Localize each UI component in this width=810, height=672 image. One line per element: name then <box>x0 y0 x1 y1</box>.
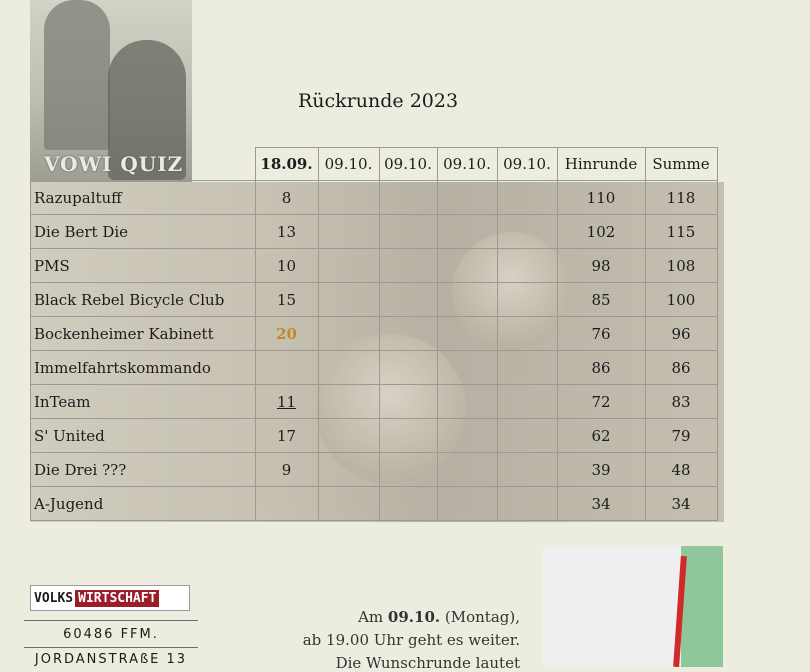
divider <box>24 620 198 621</box>
table-row <box>31 215 718 249</box>
header-blank <box>31 148 256 181</box>
hinrunde-score: 34 <box>557 487 645 521</box>
hinrunde-score: 98 <box>557 249 645 283</box>
summe-score: 34 <box>645 487 717 521</box>
round-score: 17 <box>255 419 318 453</box>
team-name: A-Jugend <box>31 487 256 521</box>
empty-cell <box>497 283 557 317</box>
table-row <box>31 351 718 385</box>
empty-cell <box>318 453 379 487</box>
info-suffix: (Montag), <box>440 608 520 626</box>
col-header: Hinrunde <box>557 148 645 181</box>
table-row <box>31 181 718 215</box>
summe-score: 108 <box>645 249 717 283</box>
table-row <box>31 453 718 487</box>
empty-cell <box>497 317 557 351</box>
round-score: 15 <box>255 283 318 317</box>
round-score: 9 <box>255 453 318 487</box>
empty-cell <box>497 487 557 521</box>
empty-cell <box>379 215 437 249</box>
photo-caption: VOWI QUIZ <box>44 152 184 176</box>
empty-cell <box>318 283 379 317</box>
empty-cell <box>437 385 497 419</box>
team-name: Black Rebel Bicycle Club <box>31 283 256 317</box>
hinrunde-score: 72 <box>557 385 645 419</box>
summe-score: 100 <box>645 283 717 317</box>
empty-cell <box>497 419 557 453</box>
summe-score: 96 <box>645 317 717 351</box>
table-row <box>31 283 718 317</box>
divider <box>24 647 198 648</box>
team-name: Bockenheimer Kabinett <box>31 317 256 351</box>
col-header: 18.09. <box>255 148 318 181</box>
summe-score: 86 <box>645 351 717 385</box>
hinrunde-score: 39 <box>557 453 645 487</box>
empty-cell <box>437 453 497 487</box>
table-row <box>31 249 718 283</box>
table-row <box>31 317 718 351</box>
round-score: 13 <box>255 215 318 249</box>
page-title: Rückrunde 2023 <box>298 90 459 112</box>
round-score: 10 <box>255 249 318 283</box>
table-header-row <box>31 148 718 181</box>
empty-cell <box>379 283 437 317</box>
empty-cell <box>497 215 557 249</box>
col-header: 09.10. <box>318 148 379 181</box>
empty-cell <box>379 453 437 487</box>
round-score <box>255 487 318 521</box>
empty-cell <box>318 385 379 419</box>
empty-cell <box>497 351 557 385</box>
empty-cell <box>379 317 437 351</box>
empty-cell <box>379 351 437 385</box>
empty-cell <box>497 385 557 419</box>
empty-cell <box>318 215 379 249</box>
team-name: Die Bert Die <box>31 215 256 249</box>
summe-score: 115 <box>645 215 717 249</box>
col-header: 09.10. <box>497 148 557 181</box>
summe-score: 83 <box>645 385 717 419</box>
empty-cell <box>318 351 379 385</box>
empty-cell <box>318 419 379 453</box>
empty-cell <box>318 181 379 215</box>
team-name: Die Drei ??? <box>31 453 256 487</box>
team-name: Razupaltuff <box>31 181 256 215</box>
score-table <box>30 147 718 521</box>
table-row <box>31 385 718 419</box>
info-prefix: Am <box>358 608 388 626</box>
info-line-2: ab 19.00 Uhr geht es weiter. <box>302 631 520 649</box>
empty-cell <box>497 181 557 215</box>
logo-part-1: VOLKS <box>34 590 74 606</box>
empty-cell <box>437 181 497 215</box>
table-row <box>31 419 718 453</box>
info-date: 09.10. <box>387 608 441 626</box>
summe-score: 118 <box>645 181 717 215</box>
round-score: 8 <box>255 181 318 215</box>
address-street: JORDANSTRAßE 13 <box>34 652 188 667</box>
round-score <box>255 351 318 385</box>
info-line-1 <box>358 608 520 626</box>
col-header: Summe <box>645 148 717 181</box>
info-line-3: Die Wunschrunde lautet <box>335 654 520 672</box>
logo-part-2: WIRTSCHAFT <box>75 590 159 607</box>
volkswirtschaft-logo[interactable] <box>30 585 190 611</box>
empty-cell <box>437 215 497 249</box>
team-name: S' United <box>31 419 256 453</box>
address-city: 60486 FFM. <box>63 627 159 642</box>
table-row <box>31 487 718 521</box>
col-header: 09.10. <box>437 148 497 181</box>
empty-cell <box>437 249 497 283</box>
team-name: PMS <box>31 249 256 283</box>
empty-cell <box>318 249 379 283</box>
hinrunde-score: 102 <box>557 215 645 249</box>
empty-cell <box>379 487 437 521</box>
empty-cell <box>437 419 497 453</box>
empty-cell <box>318 487 379 521</box>
col-header: 09.10. <box>379 148 437 181</box>
round-score: 11 <box>255 385 318 419</box>
empty-cell <box>437 487 497 521</box>
empty-cell <box>379 385 437 419</box>
summe-score: 48 <box>645 453 717 487</box>
location-map[interactable] <box>543 546 723 667</box>
empty-cell <box>497 249 557 283</box>
empty-cell <box>379 249 437 283</box>
hinrunde-score: 76 <box>557 317 645 351</box>
team-name: Immelfahrtskommando <box>31 351 256 385</box>
team-name: InTeam <box>31 385 256 419</box>
hinrunde-score: 85 <box>557 283 645 317</box>
hinrunde-score: 110 <box>557 181 645 215</box>
empty-cell <box>437 317 497 351</box>
empty-cell <box>318 317 379 351</box>
round-score-highlight: 20 <box>255 317 318 351</box>
empty-cell <box>497 453 557 487</box>
person-silhouette-left <box>44 0 110 150</box>
map-park-area <box>681 546 723 667</box>
empty-cell <box>437 351 497 385</box>
empty-cell <box>379 419 437 453</box>
empty-cell <box>379 181 437 215</box>
summe-score: 79 <box>645 419 717 453</box>
hinrunde-score: 86 <box>557 351 645 385</box>
hinrunde-score: 62 <box>557 419 645 453</box>
empty-cell <box>437 283 497 317</box>
